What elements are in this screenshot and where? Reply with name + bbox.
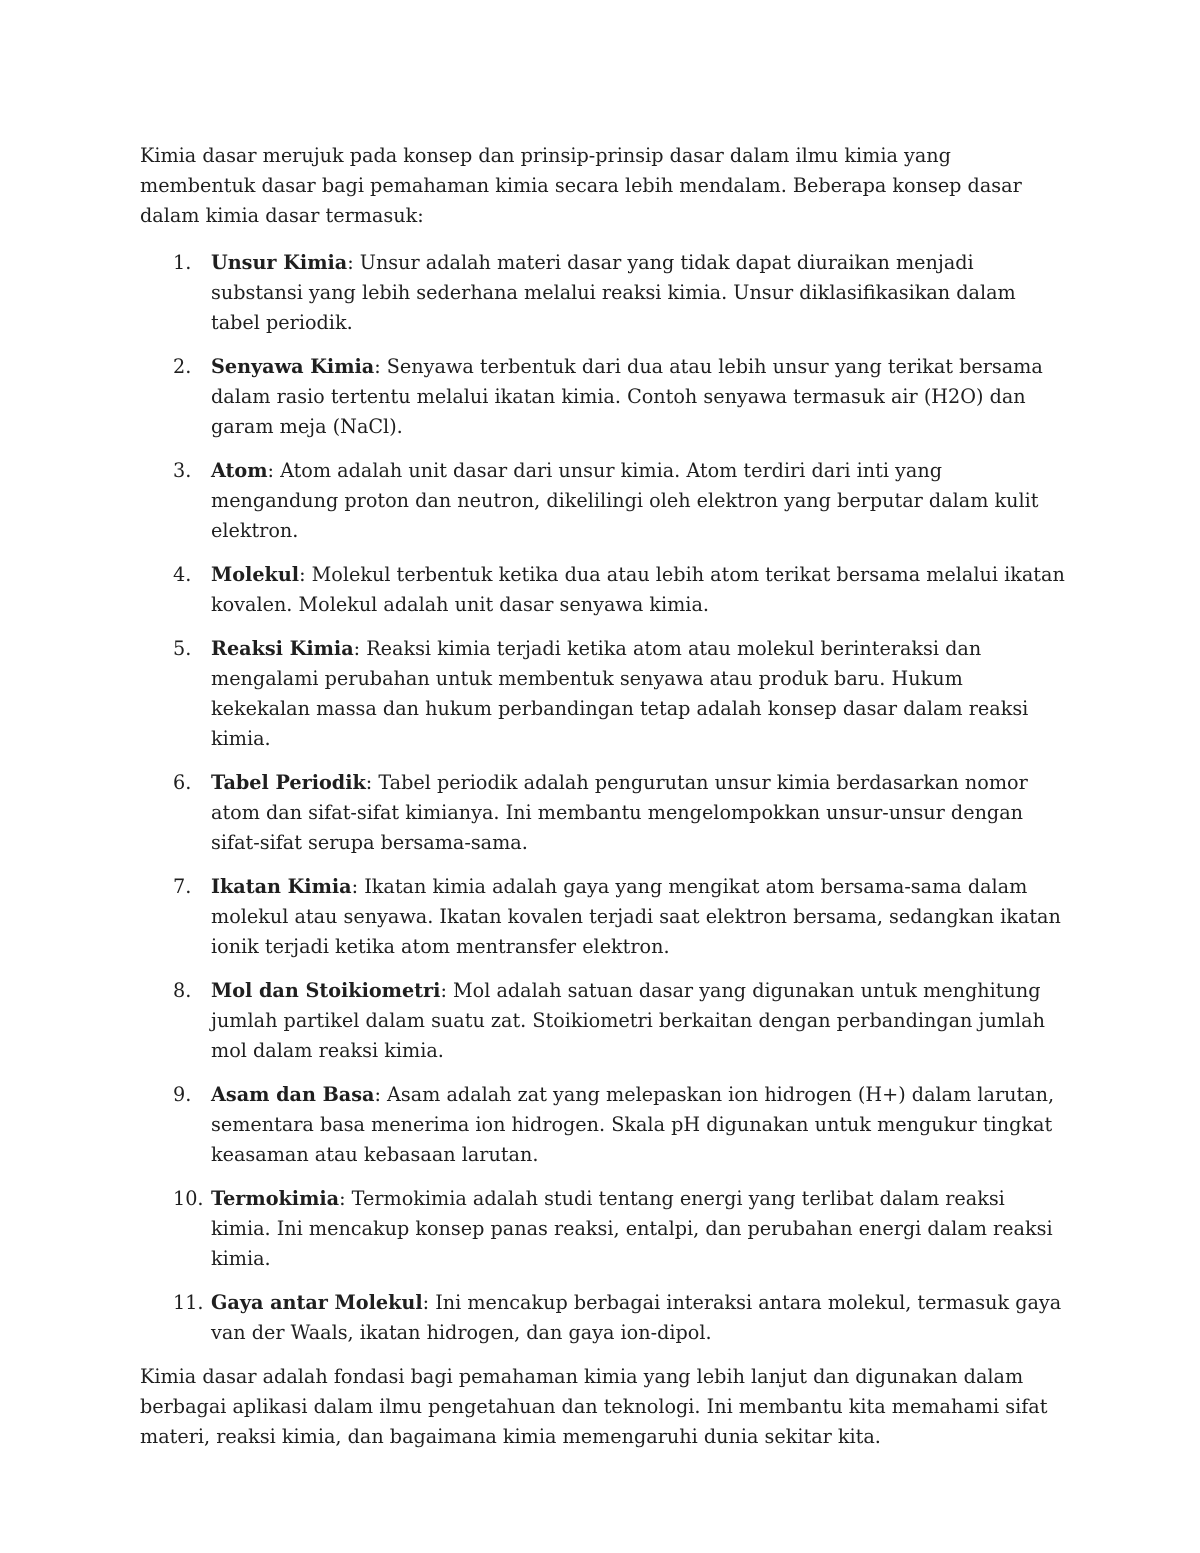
- list-description: : Unsur adalah materi dasar yang tidak dapat diuraikan menjadi substansi yang lebih sederhana melalui reaksi kimia. Unsur diklasifikasikan dalam tabel periodik.: [211, 251, 1016, 334]
- list-number: 11.: [173, 1291, 204, 1314]
- list-item: [140, 1080, 1065, 1170]
- list-term: Atom: [211, 459, 268, 482]
- list-description: : Ikatan kimia adalah gaya yang mengikat atom bersama-sama dalam molekul atau senyawa. Ikatan kovalen terjadi saat elektron bersama, sedangkan ikatan ionik terjadi ketika atom mentransfer elektron.: [211, 875, 1061, 958]
- list-term: Unsur Kimia: [211, 251, 348, 274]
- list-item: [140, 456, 1065, 546]
- list-description: : Ini mencakup berbagai interaksi antara molekul, termasuk gaya van der Waals, ikatan hidrogen, dan gaya ion-dipol.: [211, 1291, 1062, 1344]
- list-item: [140, 248, 1065, 338]
- list-term: Molekul: [211, 563, 300, 586]
- list-number: 5.: [173, 637, 192, 660]
- list-description: : Senyawa terbentuk dari dua atau lebih unsur yang terikat bersama dalam rasio tertentu melalui ikatan kimia. Contoh senyawa termasuk air (H2O) dan garam meja (NaCl).: [211, 355, 1043, 438]
- list-description: : Atom adalah unit dasar dari unsur kimia. Atom terdiri dari inti yang mengandung proton dan neutron, dikelilingi oleh elektron yang berputar dalam kulit elektron.: [211, 459, 1039, 542]
- list-description: : Mol adalah satuan dasar yang digunakan untuk menghitung jumlah partikel dalam suatu zat. Stoikiometri berkaitan dengan perbandingan jumlah mol dalam reaksi kimia.: [211, 979, 1045, 1062]
- list-item: [140, 976, 1065, 1066]
- list-item: [140, 352, 1065, 442]
- list-term: Mol dan Stoikiometri: [211, 979, 441, 1002]
- list-number: 6.: [173, 771, 192, 794]
- list-term: Tabel Periodik: [211, 771, 366, 794]
- list-item: [140, 560, 1065, 620]
- list-item: [140, 1184, 1065, 1274]
- list-number: 4.: [173, 563, 192, 586]
- list-item: [140, 872, 1065, 962]
- list-number: 2.: [173, 355, 192, 378]
- list-term: Asam dan Basa: [211, 1083, 375, 1106]
- list-term: Termokimia: [211, 1187, 340, 1210]
- list-number: 3.: [173, 459, 192, 482]
- list-description: : Reaksi kimia terjadi ketika atom atau molekul berinteraksi dan mengalami perubahan untuk membentuk senyawa atau produk baru. Hukum kekekalan massa dan hukum perbandingan tetap adalah konsep dasar dalam reaksi kimia.: [211, 637, 1029, 750]
- document-body: [140, 141, 1065, 1452]
- list-term: Reaksi Kimia: [211, 637, 354, 660]
- list-number: 1.: [173, 251, 192, 274]
- list-term: Ikatan Kimia: [211, 875, 352, 898]
- list-item: [140, 768, 1065, 858]
- list-number: 10.: [173, 1187, 204, 1210]
- list-item: [140, 634, 1065, 754]
- list-description: : Tabel periodik adalah pengurutan unsur kimia berdasarkan nomor atom dan sifat-sifat kimianya. Ini membantu mengelompokkan unsur-unsur dengan sifat-sifat serupa bersama-sama.: [211, 771, 1028, 854]
- list-description: : Asam adalah zat yang melepaskan ion hidrogen (H+) dalam larutan, sementara basa menerima ion hidrogen. Skala pH digunakan untuk mengukur tingkat keasaman atau kebasaan larutan.: [211, 1083, 1055, 1166]
- closing-paragraph: Kimia dasar adalah fondasi bagi pemahaman kimia yang lebih lanjut dan digunakan dalam berbagai aplikasi dalam ilmu pengetahuan dan teknologi. Ini membantu kita memahami sifat materi, reaksi kimia, dan bagaimana kimia memengaruhi dunia sekitar kita.: [140, 1365, 1048, 1448]
- list-term: Senyawa Kimia: [211, 355, 375, 378]
- list-item: [140, 1288, 1065, 1348]
- list-number: 8.: [173, 979, 192, 1002]
- intro-paragraph: Kimia dasar merujuk pada konsep dan prinsip-prinsip dasar dalam ilmu kimia yang membentuk dasar bagi pemahaman kimia secara lebih mendalam. Beberapa konsep dasar dalam kimia dasar termasuk:: [140, 144, 1022, 227]
- concept-list: [140, 248, 1065, 1348]
- list-term: Gaya antar Molekul: [211, 1291, 423, 1314]
- list-description: : Termokimia adalah studi tentang energi yang terlibat dalam reaksi kimia. Ini mencakup konsep panas reaksi, entalpi, dan perubahan energi dalam reaksi kimia.: [211, 1187, 1053, 1270]
- list-number: 9.: [173, 1083, 192, 1106]
- list-number: 7.: [173, 875, 192, 898]
- list-description: : Molekul terbentuk ketika dua atau lebih atom terikat bersama melalui ikatan kovalen. Molekul adalah unit dasar senyawa kimia.: [211, 563, 1065, 616]
